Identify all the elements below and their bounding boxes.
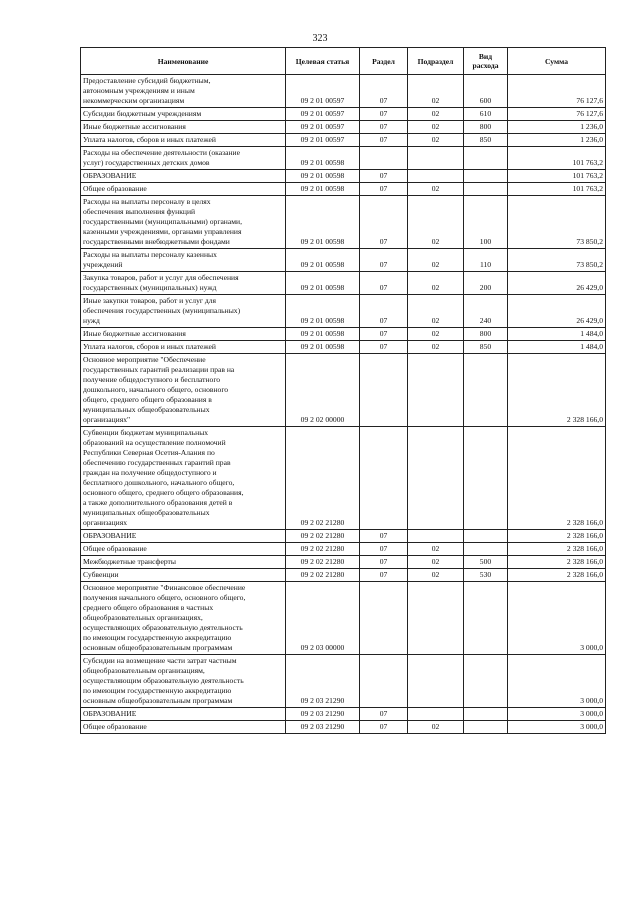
cell-expense-type <box>464 427 508 530</box>
cell-section: 07 <box>360 249 408 272</box>
cell-expense-type <box>464 354 508 427</box>
cell-section: 07 <box>360 108 408 121</box>
cell-sum: 73 850,2 <box>508 249 606 272</box>
table-row <box>81 196 606 249</box>
cell-section: 07 <box>360 530 408 543</box>
cell-code: 09 2 03 21290 <box>286 655 360 708</box>
table-row <box>81 655 606 708</box>
cell-expense-type <box>464 708 508 721</box>
cell-code: 09 2 03 00000 <box>286 582 360 655</box>
cell-subsection: 02 <box>408 134 464 147</box>
cell-sum: 3 000,0 <box>508 655 606 708</box>
cell-sum: 1 236,0 <box>508 134 606 147</box>
cell-expense-type <box>464 655 508 708</box>
table-header-row <box>81 48 606 75</box>
cell-code: 09 2 02 00000 <box>286 354 360 427</box>
cell-expense-type: 850 <box>464 134 508 147</box>
cell-section: 07 <box>360 341 408 354</box>
cell-expense-type: 610 <box>464 108 508 121</box>
cell-name: Субсидии на возмещение части затрат частным общеобразовательным организациям, осуществляющим образовательную деятельность по имеющим государственную аккредитацию основным общеобразовательным программам <box>81 655 286 708</box>
header-subsection: Подраздел <box>408 48 464 75</box>
cell-name: Закупка товаров, работ и услуг для обеспечения государственных (муниципальных) нужд <box>81 272 286 295</box>
cell-name: Субвенции <box>81 569 286 582</box>
cell-sum: 3 000,0 <box>508 708 606 721</box>
cell-name: ОБРАЗОВАНИЕ <box>81 708 286 721</box>
cell-subsection: 02 <box>408 341 464 354</box>
cell-name: Субсидии бюджетным учреждениям <box>81 108 286 121</box>
table-row <box>81 556 606 569</box>
cell-section: 07 <box>360 196 408 249</box>
table-row <box>81 121 606 134</box>
table-row <box>81 582 606 655</box>
cell-name: Уплата налогов, сборов и иных платежей <box>81 134 286 147</box>
cell-expense-type <box>464 543 508 556</box>
cell-sum: 2 328 166,0 <box>508 569 606 582</box>
table-row <box>81 108 606 121</box>
cell-subsection: 02 <box>408 543 464 556</box>
table-row <box>81 530 606 543</box>
table-row <box>81 75 606 108</box>
cell-section <box>360 655 408 708</box>
cell-code: 09 2 03 21290 <box>286 721 360 734</box>
cell-sum: 2 328 166,0 <box>508 354 606 427</box>
cell-name: Субвенции бюджетам муниципальных образований на осуществление полномочий Республики Северная Осетия-Алания по обеспечению государственных гарантий прав граждан на получение общедоступного и бесплатного дошкольного, начального общего, основного общего, среднего общего образования, а также дополнительного образования детей в муниципальных общеобразовательных организациях <box>81 427 286 530</box>
cell-sum: 1 484,0 <box>508 328 606 341</box>
cell-code: 09 2 02 21280 <box>286 543 360 556</box>
cell-code: 09 2 01 00598 <box>286 170 360 183</box>
cell-subsection: 02 <box>408 121 464 134</box>
cell-code: 09 2 02 21280 <box>286 569 360 582</box>
cell-name: Иные бюджетные ассигнования <box>81 121 286 134</box>
cell-section <box>360 427 408 530</box>
cell-section: 07 <box>360 556 408 569</box>
cell-code: 09 2 01 00598 <box>286 328 360 341</box>
table-row <box>81 170 606 183</box>
cell-sum: 2 328 166,0 <box>508 556 606 569</box>
table-row <box>81 147 606 170</box>
table-row <box>81 295 606 328</box>
cell-subsection: 02 <box>408 328 464 341</box>
cell-name: Расходы на выплаты персоналу в целях обеспечения выполнения функций государственными (муниципальными) органами, казенными учреждениями, органами управления государственными внебюджетными фондами <box>81 196 286 249</box>
cell-expense-type <box>464 582 508 655</box>
cell-name: Межбюджетные трансферты <box>81 556 286 569</box>
table-row <box>81 328 606 341</box>
cell-sum: 2 328 166,0 <box>508 427 606 530</box>
cell-sum: 101 763,2 <box>508 183 606 196</box>
cell-subsection: 02 <box>408 183 464 196</box>
cell-expense-type: 110 <box>464 249 508 272</box>
cell-subsection: 02 <box>408 295 464 328</box>
cell-subsection <box>408 582 464 655</box>
cell-expense-type: 850 <box>464 341 508 354</box>
cell-section: 07 <box>360 569 408 582</box>
header-section: Раздел <box>360 48 408 75</box>
cell-section: 07 <box>360 121 408 134</box>
cell-sum: 26 429,0 <box>508 295 606 328</box>
cell-sum: 1 484,0 <box>508 341 606 354</box>
cell-section: 07 <box>360 183 408 196</box>
cell-name: Иные бюджетные ассигнования <box>81 328 286 341</box>
cell-code: 09 2 01 00597 <box>286 134 360 147</box>
header-sum: Сумма <box>508 48 606 75</box>
cell-expense-type <box>464 170 508 183</box>
cell-sum: 76 127,6 <box>508 75 606 108</box>
cell-sum: 3 000,0 <box>508 721 606 734</box>
cell-section: 07 <box>360 543 408 556</box>
cell-expense-type: 530 <box>464 569 508 582</box>
cell-subsection: 02 <box>408 569 464 582</box>
cell-sum: 73 850,2 <box>508 196 606 249</box>
cell-name: ОБРАЗОВАНИЕ <box>81 530 286 543</box>
cell-code: 09 2 02 21280 <box>286 530 360 543</box>
page-number: 323 <box>312 33 328 44</box>
cell-subsection <box>408 354 464 427</box>
cell-subsection: 02 <box>408 75 464 108</box>
cell-subsection: 02 <box>408 249 464 272</box>
table-row <box>81 183 606 196</box>
cell-code: 09 2 01 00598 <box>286 295 360 328</box>
cell-subsection: 02 <box>408 108 464 121</box>
cell-expense-type: 240 <box>464 295 508 328</box>
cell-expense-type: 800 <box>464 121 508 134</box>
cell-sum: 1 236,0 <box>508 121 606 134</box>
cell-code: 09 2 01 00598 <box>286 249 360 272</box>
table-row <box>81 249 606 272</box>
cell-subsection <box>408 708 464 721</box>
cell-sum: 76 127,6 <box>508 108 606 121</box>
cell-expense-type: 600 <box>464 75 508 108</box>
cell-name: Основное мероприятие "Финансовое обеспечение получения начального общего, основного общего, среднего общего образования в частных общеобразовательных организациях, осуществляющих образовательную деятельность по имеющим государственную аккредитацию основным общеобразовательным программам <box>81 582 286 655</box>
cell-sum: 101 763,2 <box>508 147 606 170</box>
cell-section: 07 <box>360 134 408 147</box>
header-expense-type: Вид расхода <box>464 48 508 75</box>
cell-name: Уплата налогов, сборов и иных платежей <box>81 341 286 354</box>
cell-expense-type <box>464 530 508 543</box>
cell-section <box>360 147 408 170</box>
cell-code: 09 2 01 00597 <box>286 108 360 121</box>
cell-name: Расходы на обеспечение деятельности (оказание услуг) государственных детских домов <box>81 147 286 170</box>
cell-expense-type <box>464 721 508 734</box>
cell-name: Основное мероприятие "Обеспечение государственных гарантий реализации прав на получение общедоступного и бесплатного дошкольного, начального общего, основного общего, среднего общего образования в муниципальных общеобразовательных организациях" <box>81 354 286 427</box>
cell-code: 09 2 03 21290 <box>286 708 360 721</box>
table-row <box>81 427 606 530</box>
cell-expense-type: 500 <box>464 556 508 569</box>
cell-name: Расходы на выплаты персоналу казенных учреждений <box>81 249 286 272</box>
cell-sum: 101 763,2 <box>508 170 606 183</box>
cell-code: 09 2 01 00598 <box>286 183 360 196</box>
cell-expense-type <box>464 147 508 170</box>
table-row <box>81 543 606 556</box>
cell-section: 07 <box>360 721 408 734</box>
cell-name: Иные закупки товаров, работ и услуг для обеспечения государственных (муниципальных) нужд <box>81 295 286 328</box>
cell-expense-type: 100 <box>464 196 508 249</box>
cell-section: 07 <box>360 708 408 721</box>
cell-code: 09 2 01 00597 <box>286 75 360 108</box>
table-row <box>81 569 606 582</box>
table-row <box>81 341 606 354</box>
cell-code: 09 2 01 00597 <box>286 121 360 134</box>
cell-sum: 2 328 166,0 <box>508 543 606 556</box>
table-row <box>81 354 606 427</box>
cell-subsection <box>408 427 464 530</box>
cell-sum: 3 000,0 <box>508 582 606 655</box>
cell-subsection: 02 <box>408 272 464 295</box>
header-code: Целевая статья <box>286 48 360 75</box>
cell-section: 07 <box>360 272 408 295</box>
cell-code: 09 2 01 00598 <box>286 196 360 249</box>
cell-subsection <box>408 147 464 170</box>
cell-sum: 26 429,0 <box>508 272 606 295</box>
table-row <box>81 721 606 734</box>
cell-expense-type <box>464 183 508 196</box>
cell-subsection <box>408 530 464 543</box>
table-row <box>81 708 606 721</box>
table-row <box>81 134 606 147</box>
cell-name: Предоставление субсидий бюджетным, автономным учреждениям и иным некоммерческим организациям <box>81 75 286 108</box>
cell-expense-type: 800 <box>464 328 508 341</box>
cell-section <box>360 354 408 427</box>
cell-subsection <box>408 170 464 183</box>
budget-table <box>80 47 606 734</box>
cell-name: Общее образование <box>81 183 286 196</box>
cell-expense-type: 200 <box>464 272 508 295</box>
cell-code: 09 2 02 21280 <box>286 427 360 530</box>
cell-subsection: 02 <box>408 556 464 569</box>
cell-name: Общее образование <box>81 721 286 734</box>
cell-section: 07 <box>360 295 408 328</box>
cell-name: ОБРАЗОВАНИЕ <box>81 170 286 183</box>
cell-code: 09 2 02 21280 <box>286 556 360 569</box>
cell-subsection: 02 <box>408 721 464 734</box>
header-name: Наименование <box>81 48 286 75</box>
table-row <box>81 272 606 295</box>
cell-code: 09 2 01 00598 <box>286 147 360 170</box>
table-body <box>81 75 606 734</box>
cell-section: 07 <box>360 328 408 341</box>
cell-subsection: 02 <box>408 196 464 249</box>
cell-section: 07 <box>360 75 408 108</box>
cell-sum: 2 328 166,0 <box>508 530 606 543</box>
cell-subsection <box>408 655 464 708</box>
cell-section: 07 <box>360 170 408 183</box>
cell-section <box>360 582 408 655</box>
cell-code: 09 2 01 00598 <box>286 341 360 354</box>
cell-name: Общее образование <box>81 543 286 556</box>
cell-code: 09 2 01 00598 <box>286 272 360 295</box>
